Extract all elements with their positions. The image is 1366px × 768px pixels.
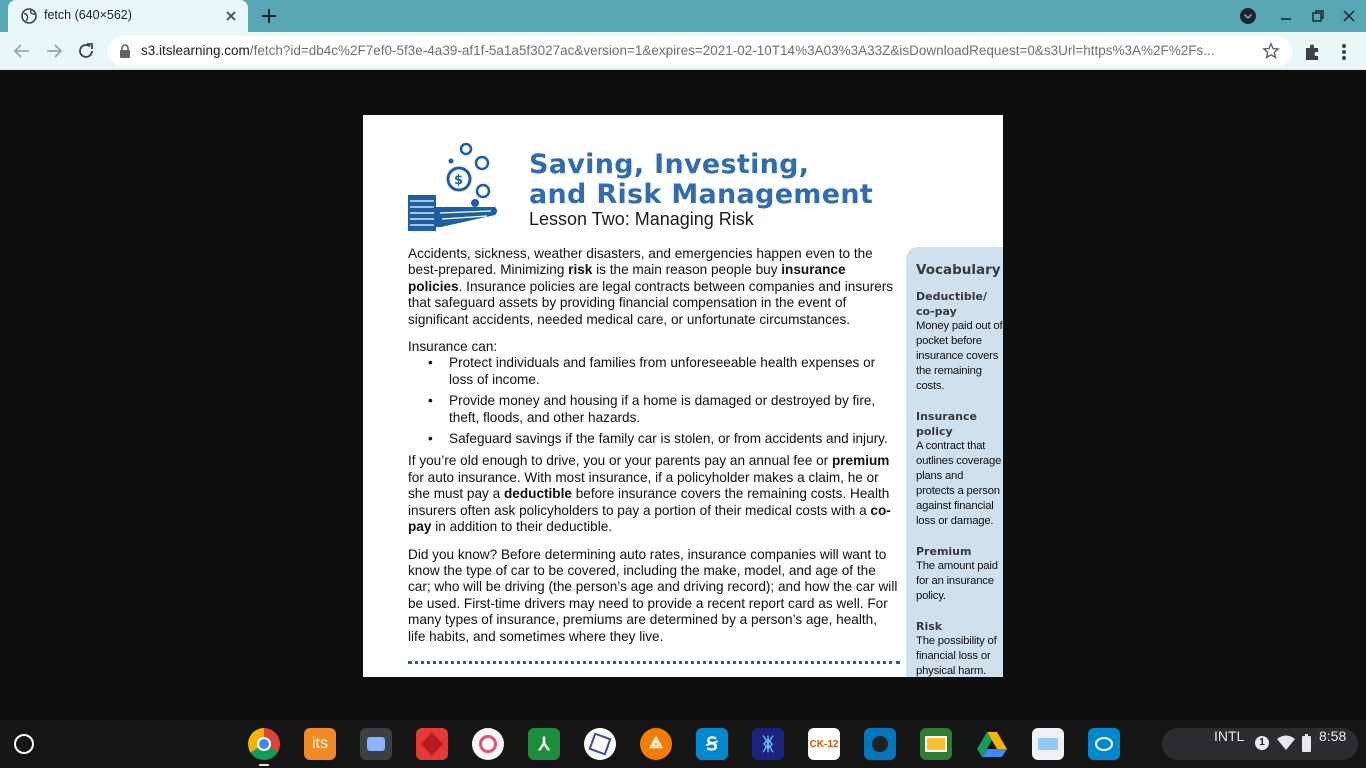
vocab-definition: A contract that outlines coverage plans and protects a person against financial loss or damage. xyxy=(916,440,1002,527)
text-run: Accidents, sickness, weather disasters, and emergencies happen even to the best-prepared. Minimizing xyxy=(408,246,873,278)
close-window-icon[interactable] xyxy=(1340,7,1358,25)
vocab-term: Insurance policy xyxy=(916,410,977,438)
url-host: s3.itslearning.com xyxy=(141,43,250,58)
address-bar[interactable] xyxy=(108,36,1292,66)
class-app-icon[interactable] xyxy=(1032,728,1064,760)
drive-glyph-icon xyxy=(977,731,1007,757)
camera-app-icon[interactable] xyxy=(360,728,392,760)
headline-line2: and Risk Management xyxy=(529,179,874,210)
vocab-term: Deductible/ co-pay xyxy=(916,290,987,318)
premium-paragraph xyxy=(408,453,898,535)
dotted-divider xyxy=(408,661,900,677)
battery-icon xyxy=(1302,734,1311,752)
swirl-app-icon[interactable] xyxy=(472,728,504,760)
vocab-definition: The possibility of financial loss or physical harm. xyxy=(916,635,997,677)
text-run: before insurance covers the remaining costs. Health insurers often ask policyholders to pay a portion of their medical costs with a xyxy=(408,486,890,518)
education-app-icon[interactable] xyxy=(1088,728,1120,760)
typing-glyph-icon xyxy=(872,736,888,752)
back-icon[interactable] xyxy=(11,40,33,62)
input-method-label[interactable]: INTL xyxy=(1214,728,1245,744)
vocab-definition: Money paid out of pocket before insurance covers the remaining costs. xyxy=(916,320,1003,392)
polygon-glyph-icon xyxy=(588,732,611,755)
bold-term: risk xyxy=(568,262,593,278)
menu-kebab-icon[interactable] xyxy=(1335,42,1353,62)
classroom-app-icon[interactable] xyxy=(920,728,952,760)
reload-icon[interactable] xyxy=(75,40,97,62)
itslearning-label: its xyxy=(312,735,328,752)
coins-stack-logo xyxy=(407,141,501,233)
insurance-bullet-list xyxy=(408,355,898,447)
notification-count-badge[interactable]: 1 xyxy=(1255,736,1269,750)
camera-glyph-icon xyxy=(367,737,385,751)
itslearning-app-icon[interactable] xyxy=(304,728,336,760)
wifi-icon xyxy=(1277,735,1295,751)
typing-club-app-icon[interactable] xyxy=(864,728,896,760)
cube-glyph-icon xyxy=(421,733,444,756)
s-glyph-icon: Ꞩ xyxy=(706,733,718,754)
vocabulary-heading: Vocabulary xyxy=(916,262,1001,278)
vocabulary-sidebar xyxy=(906,247,1003,677)
did-you-know-paragraph: Did you know? Before determining auto rates, insurance companies will want to know the type of car to be covered, including the make, model, and age of the car; who will be driving (the person’s age and driving record); and how the car will be used. First-time drivers may need to provide a recent report card as well. For many types of insurance, premiums are determined by a person’s age, health, life habits, and sometimes where they live. xyxy=(408,546,898,644)
extensions-puzzle-icon[interactable] xyxy=(1302,42,1322,62)
share-glyph-icon: ⟁ xyxy=(648,735,664,752)
bold-term: deductible xyxy=(503,486,572,502)
lesson-subtitle: Lesson Two: Managing Risk xyxy=(529,209,754,229)
plant-app-icon[interactable] xyxy=(528,728,560,760)
restore-icon[interactable] xyxy=(1309,7,1327,25)
vocab-definition: The amount paid for an insurance policy. xyxy=(916,560,998,602)
bold-term: premium xyxy=(831,453,890,469)
bold-term: insurance policies xyxy=(408,262,846,294)
headline-line1: Saving, Investing, xyxy=(529,149,810,180)
url-path: /fetch?id=db4c%2F7ef0-5f3e-4a39-af1f-5a1a5f3027ac&version=1&expires=2021-02-10T14%3A03%3A33Z&isDownloadRequest=0&s3Url=https%3A%2F%2Fs... xyxy=(249,43,1215,58)
butterfly-app-icon[interactable] xyxy=(752,728,784,760)
forward-icon[interactable] xyxy=(43,40,65,62)
globe-icon xyxy=(21,8,37,24)
image-viewer xyxy=(0,71,1366,720)
bookmark-star-icon[interactable] xyxy=(1262,42,1280,60)
close-tab-icon[interactable] xyxy=(222,7,240,25)
vocabulary-list xyxy=(916,289,1003,677)
text-run: is the main reason people buy xyxy=(592,262,782,278)
vocab-term: Premium xyxy=(916,545,972,558)
document-image xyxy=(363,115,1003,677)
google-drive-app-icon[interactable] xyxy=(976,728,1008,760)
article-body xyxy=(408,246,898,656)
vocab-term: Risk xyxy=(916,620,943,633)
minimize-icon[interactable] xyxy=(1277,7,1295,25)
tab-title: fetch (640×562) xyxy=(44,8,132,22)
bold-term: co-pay xyxy=(408,502,891,535)
text-run: for auto insurance. With most insurance, if a policyholder makes a claim, he or she must pay a xyxy=(408,469,879,502)
text-run: in addition to their deductible. xyxy=(431,519,613,535)
board-glyph-icon xyxy=(925,736,947,752)
bullet-item: • Provide money and housing if a home is damaged or destroyed by fire, theft, floods, and other hazards. xyxy=(408,393,898,426)
tab-strip xyxy=(0,0,1366,32)
intro-paragraph xyxy=(408,246,898,328)
url-text[interactable] xyxy=(141,43,1251,58)
s-app-icon[interactable] xyxy=(696,728,728,760)
clock[interactable]: 8:58 xyxy=(1319,728,1347,744)
chrome-app-icon[interactable] xyxy=(248,728,280,760)
education-glyph-icon xyxy=(1095,737,1113,751)
text-run: . Insurance policies are legal contracts between companies and insurers that safeguard assets by providing financial compensation in the event of significant accidents, needed medical care, or unfortunate circumstances. xyxy=(408,278,894,327)
tab-search-icon[interactable] xyxy=(1239,7,1257,25)
leaf-glyph-icon: ⅄ xyxy=(538,733,550,754)
share-app-icon[interactable] xyxy=(640,728,672,760)
network-app-icon[interactable] xyxy=(584,728,616,760)
browser-toolbar xyxy=(0,32,1366,70)
lock-icon[interactable] xyxy=(119,44,131,58)
launcher-button[interactable] xyxy=(14,734,34,754)
text-run: If you’re old enough to drive, you or your parents pay an annual fee or xyxy=(408,453,832,469)
active-app-indicator xyxy=(259,764,269,766)
chrome-center-icon xyxy=(257,737,271,751)
svg-text:$: $ xyxy=(454,173,464,188)
bullet-item: • Safeguard savings if the family car is stolen, or from accidents and injury. xyxy=(408,431,898,447)
os-shelf xyxy=(0,720,1366,768)
browser-tab[interactable] xyxy=(8,0,248,32)
ck12-label: CK-12 xyxy=(809,738,839,750)
butterfly-glyph-icon: ᛤ xyxy=(762,733,774,754)
document-headline xyxy=(529,150,873,210)
bullet-item: • Protect individuals and families from unforeseeable health expenses or loss of income. xyxy=(408,355,898,388)
swirl-glyph-icon xyxy=(479,735,497,753)
class-glyph-icon xyxy=(1038,738,1058,750)
ck12-app-icon[interactable] xyxy=(808,728,840,760)
new-tab-icon[interactable] xyxy=(259,6,279,26)
insurance-can-label: Insurance can: xyxy=(408,339,498,355)
red-cube-app-icon[interactable] xyxy=(416,728,448,760)
